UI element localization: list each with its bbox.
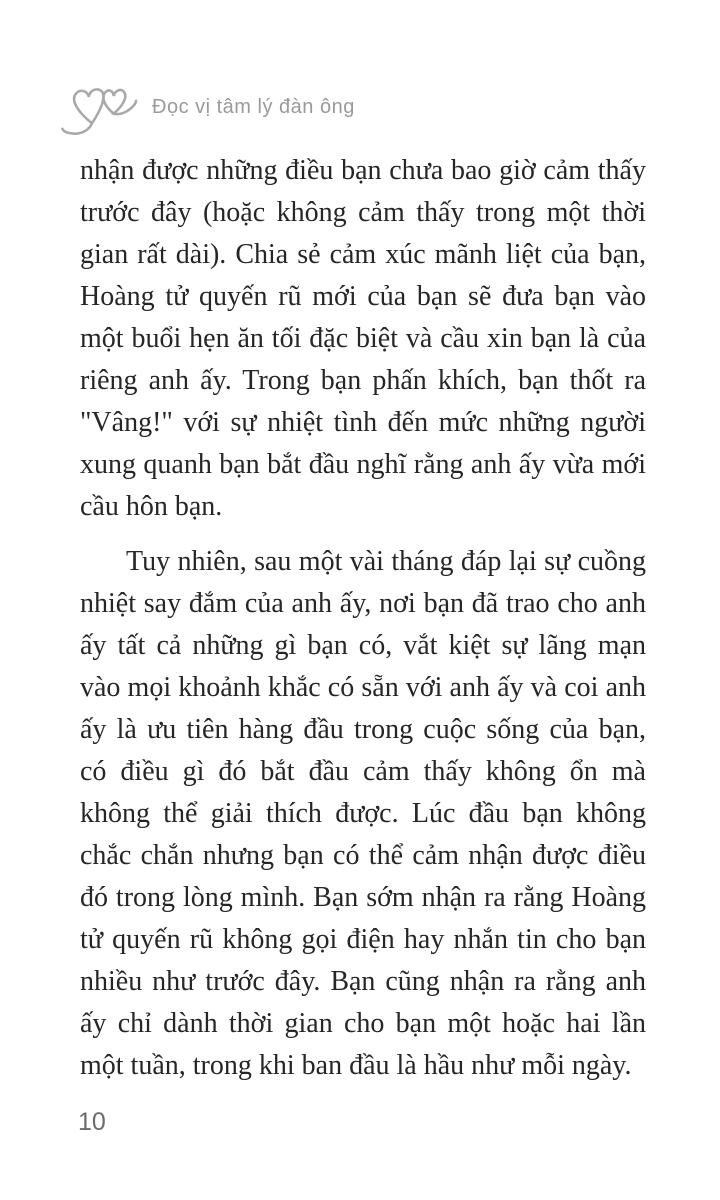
paragraph: nhận được những điều bạn chưa bao giờ cảm thấy trước đây (hoặc không cảm thấy trong một thời gian rất dài). Chia sẻ cảm xúc mãnh liệt của bạn, Hoàng tử quyến rũ mới của bạn sẽ đưa bạn vào một buổi hẹn ăn tối đặc biệt và cầu xin bạn là của riêng anh ấy. Trong bạn phấn khích, bạn thốt ra "Vâng!" với sự nhiệt tình đến mức những người xung quanh bạn bắt đầu nghĩ rằng anh ấy vừa mới cầu hôn bạn. (80, 155, 646, 522)
page-number: 10 (78, 1108, 106, 1136)
page-header (60, 72, 355, 152)
double-heart-icon (60, 72, 148, 152)
page-footer (78, 1108, 106, 1137)
running-head-title: Đọc vị tâm lý đàn ông (152, 96, 355, 118)
page-body (80, 150, 646, 1087)
paragraph: Tuy nhiên, sau một vài tháng đáp lại sự cuồng nhiệt say đắm của anh ấy, nơi bạn đã trao cho anh ấy tất cả những gì bạn có, vắt kiệt sự lãng mạn vào mọi khoảnh khắc có sẵn với anh ấy và coi anh ấy là ưu tiên hàng đầu trong cuộc sống của bạn, có điều gì đó bắt đầu cảm thấy không ổn mà không thể giải thích được. Lúc đầu bạn không chắc chắn nhưng bạn có thể cảm nhận được điều đó trong lòng mình. Bạn sớm nhận ra rằng Hoàng tử quyến rũ không gọi điện hay nhắn tin cho bạn nhiều như trước đây. Bạn cũng nhận ra rằng anh ấy chỉ dành thời gian cho bạn một hoặc hai lần một tuần, trong khi ban đầu là hầu như mỗi ngày. (80, 546, 646, 1081)
